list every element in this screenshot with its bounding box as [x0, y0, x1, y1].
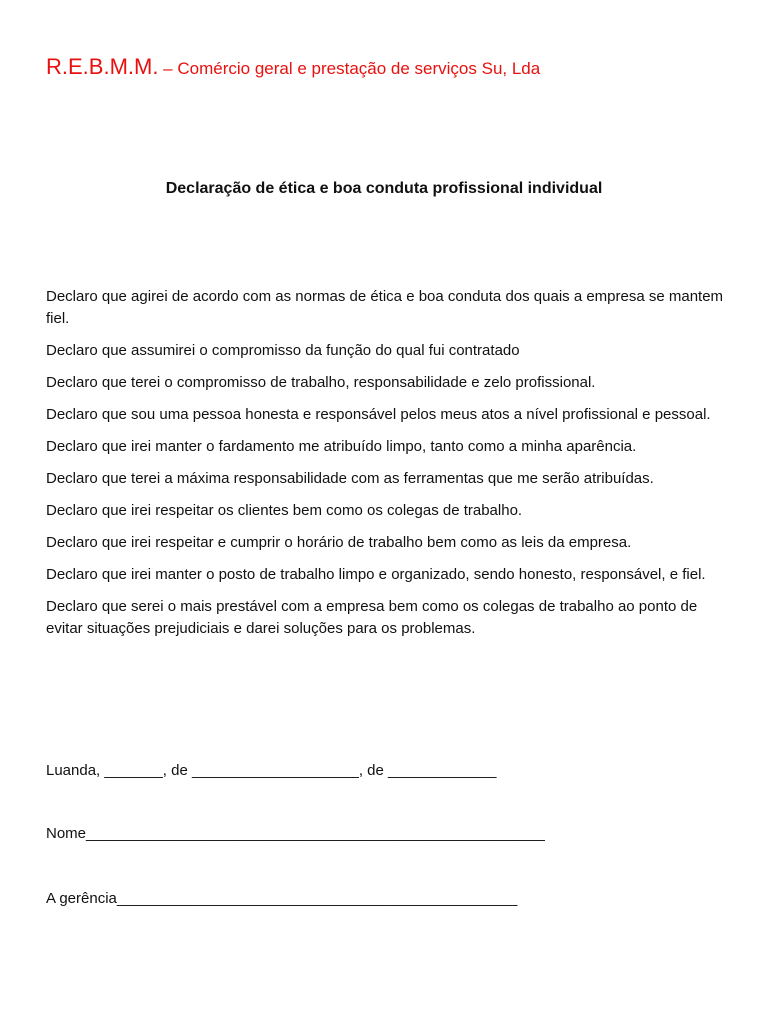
statement-6: Declaro que terei a máxima responsabilidade com as ferramentas que me serão atribuídas. [46, 470, 654, 487]
statement-3: Declaro que terei o compromisso de trabalho, responsabilidade e zelo profissional. [46, 374, 596, 391]
company-description: – Comércio geral e prestação de serviços Su, Lda [158, 59, 541, 78]
statement-5: Declaro que irei manter o fardamento me atribuído limpo, tanto como a minha aparência. [46, 438, 637, 455]
statement-2: Declaro que assumirei o compromisso da função do qual fui contratado [46, 342, 520, 359]
statements-list [46, 286, 726, 650]
company-header [46, 54, 540, 80]
statement-7: Declaro que irei respeitar os clientes bem como os colegas de trabalho. [46, 502, 523, 519]
date-signature-line: Luanda, _______, de ____________________, de _____________ [46, 762, 497, 779]
statement-9: Declaro que irei manter o posto de trabalho limpo e organizado, sendo honesto, responsável, e fiel. [46, 566, 706, 583]
management-signature-line: A gerência________________________________________________ [46, 890, 518, 907]
statement-4: Declaro que sou uma pessoa honesta e responsável pelos meus atos a nível profissional e pessoal. [46, 406, 711, 423]
statement-10: Declaro que serei o mais prestável com a empresa bem como os colegas de trabalho ao ponto de evitar situações prejudiciais e darei soluções para os problemas. [46, 598, 698, 637]
document-title: Declaração de ética e boa conduta profissional individual [165, 180, 603, 197]
statement-1: Declaro que agirei de acordo com as normas de ética e boa conduta dos quais a empresa se mantem fiel. [46, 288, 724, 327]
company-name: R.E.B.M.M. [46, 54, 159, 79]
statement-8: Declaro que irei respeitar e cumprir o horário de trabalho bem como as leis da empresa. [46, 534, 632, 551]
name-signature-line: Nome_______________________________________________________ [46, 825, 545, 842]
